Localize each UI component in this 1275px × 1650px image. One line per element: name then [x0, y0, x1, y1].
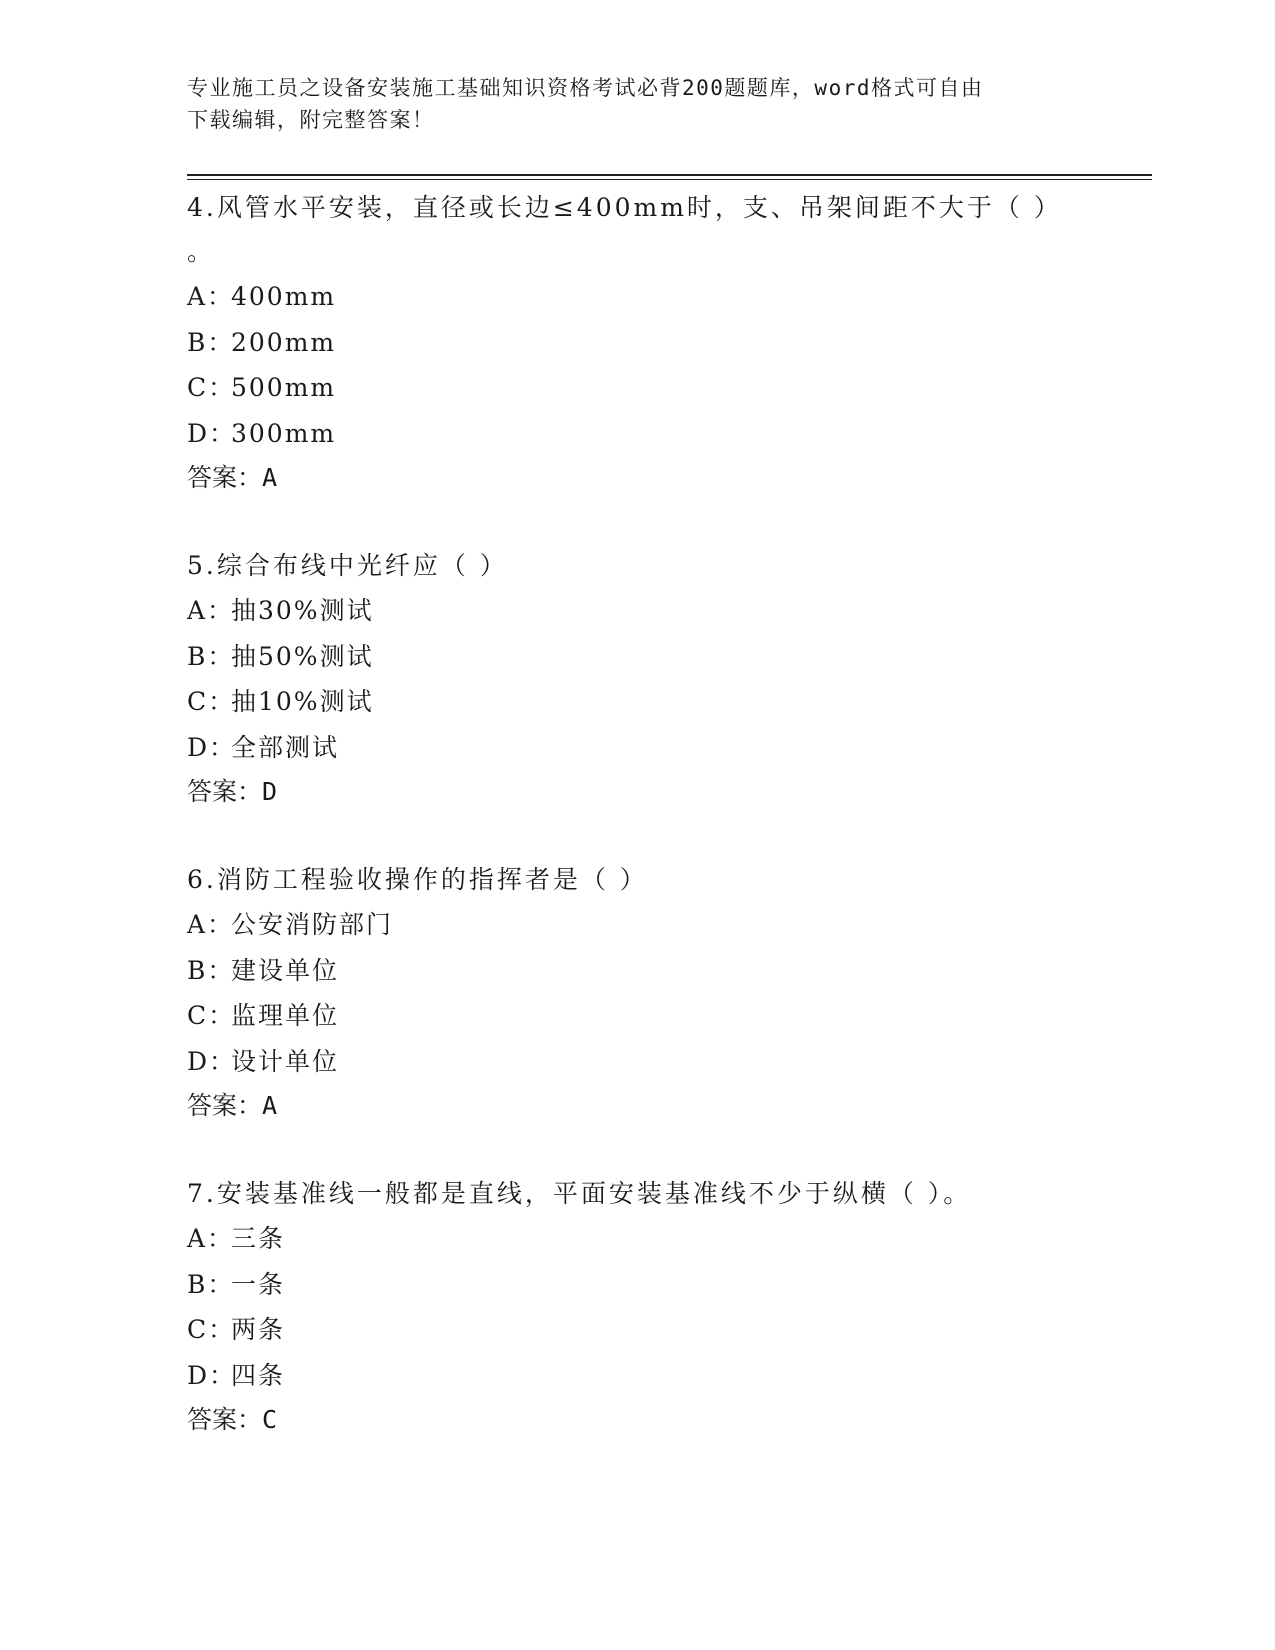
- option-text: 设计单位: [231, 1046, 340, 1076]
- option-text: 抽30%测试: [231, 596, 374, 625]
- answer-line: 答案：C: [187, 1405, 278, 1434]
- option-text: 500mm: [231, 373, 337, 402]
- option-letter: A：: [187, 596, 235, 625]
- question-stem: 7.安装基准线一般都是直线，平面安装基准线不少于纵横（ ）。: [187, 1179, 972, 1208]
- option-text: 三条: [231, 1224, 286, 1253]
- option-text: 两条: [231, 1315, 286, 1344]
- option-letter: B：: [187, 641, 235, 671]
- spacer: [187, 500, 1152, 544]
- option-c: [187, 365, 1152, 411]
- title-line-2: 下载编辑，附完整答案！: [187, 108, 435, 132]
- spacer: [187, 1128, 1152, 1172]
- option-letter: D：: [187, 1360, 237, 1390]
- option-text: 400mm: [231, 282, 337, 311]
- option-text: 监理单位: [231, 1001, 340, 1030]
- option-letter: D：: [187, 1046, 237, 1076]
- option-a: [187, 274, 1152, 320]
- option-text: 建设单位: [231, 955, 340, 985]
- spacer: [187, 814, 1152, 858]
- option-text: 抽10%测试: [231, 687, 374, 716]
- option-a: [187, 902, 1152, 948]
- document-title: [187, 72, 1067, 136]
- option-letter: B：: [187, 955, 235, 985]
- question-stem: 5.综合布线中光纤应（ ）: [187, 551, 508, 580]
- option-b: [187, 634, 1152, 680]
- answer-line: 答案：A: [187, 1091, 278, 1120]
- question-7: [187, 1172, 1152, 1442]
- answer-line: 答案：A: [187, 463, 278, 492]
- option-b: [187, 1262, 1152, 1308]
- option-d: [187, 411, 1152, 457]
- option-letter: A：: [187, 910, 235, 939]
- option-letter: B：: [187, 1269, 235, 1299]
- option-d: [187, 1353, 1152, 1399]
- document-page: [187, 72, 1152, 1442]
- option-c: [187, 1307, 1152, 1353]
- question-stem: 6.消防工程验收操作的指挥者是（ ）: [187, 865, 648, 894]
- option-text: 抽50%测试: [231, 641, 374, 671]
- option-b: [187, 948, 1152, 994]
- option-d: [187, 725, 1152, 771]
- option-letter: D：: [187, 418, 237, 448]
- option-letter: C：: [187, 687, 236, 716]
- option-text: 公安消防部门: [231, 910, 394, 939]
- option-d: [187, 1039, 1152, 1085]
- option-text: 四条: [231, 1360, 286, 1390]
- option-letter: A：: [187, 282, 235, 311]
- question-5: [187, 544, 1152, 814]
- option-letter: A：: [187, 1224, 235, 1253]
- question-6: [187, 858, 1152, 1128]
- option-letter: B：: [187, 327, 235, 357]
- header-divider: [187, 174, 1152, 180]
- option-letter: C：: [187, 1001, 236, 1030]
- option-letter: C：: [187, 1315, 236, 1344]
- option-a: [187, 1216, 1152, 1262]
- option-letter: D：: [187, 732, 237, 762]
- option-letter: C：: [187, 373, 236, 402]
- title-line-1: 专业施工员之设备安装施工基础知识资格考试必背200题题库，word格式可自由: [187, 76, 984, 100]
- option-a: [187, 588, 1152, 634]
- option-text: 300mm: [231, 418, 337, 448]
- question-4: [187, 186, 1152, 500]
- option-b: [187, 320, 1152, 366]
- question-stem-continuation: 。: [187, 237, 213, 266]
- option-c: [187, 993, 1152, 1039]
- answer-line: 答案：D: [187, 777, 278, 806]
- option-text: 一条: [231, 1269, 286, 1299]
- question-stem: 4.风管水平安装，直径或长边≤400mm时，支、吊架间距不大于（ ）: [187, 193, 1062, 222]
- option-text: 全部测试: [231, 732, 340, 762]
- option-text: 200mm: [231, 327, 337, 357]
- option-c: [187, 679, 1152, 725]
